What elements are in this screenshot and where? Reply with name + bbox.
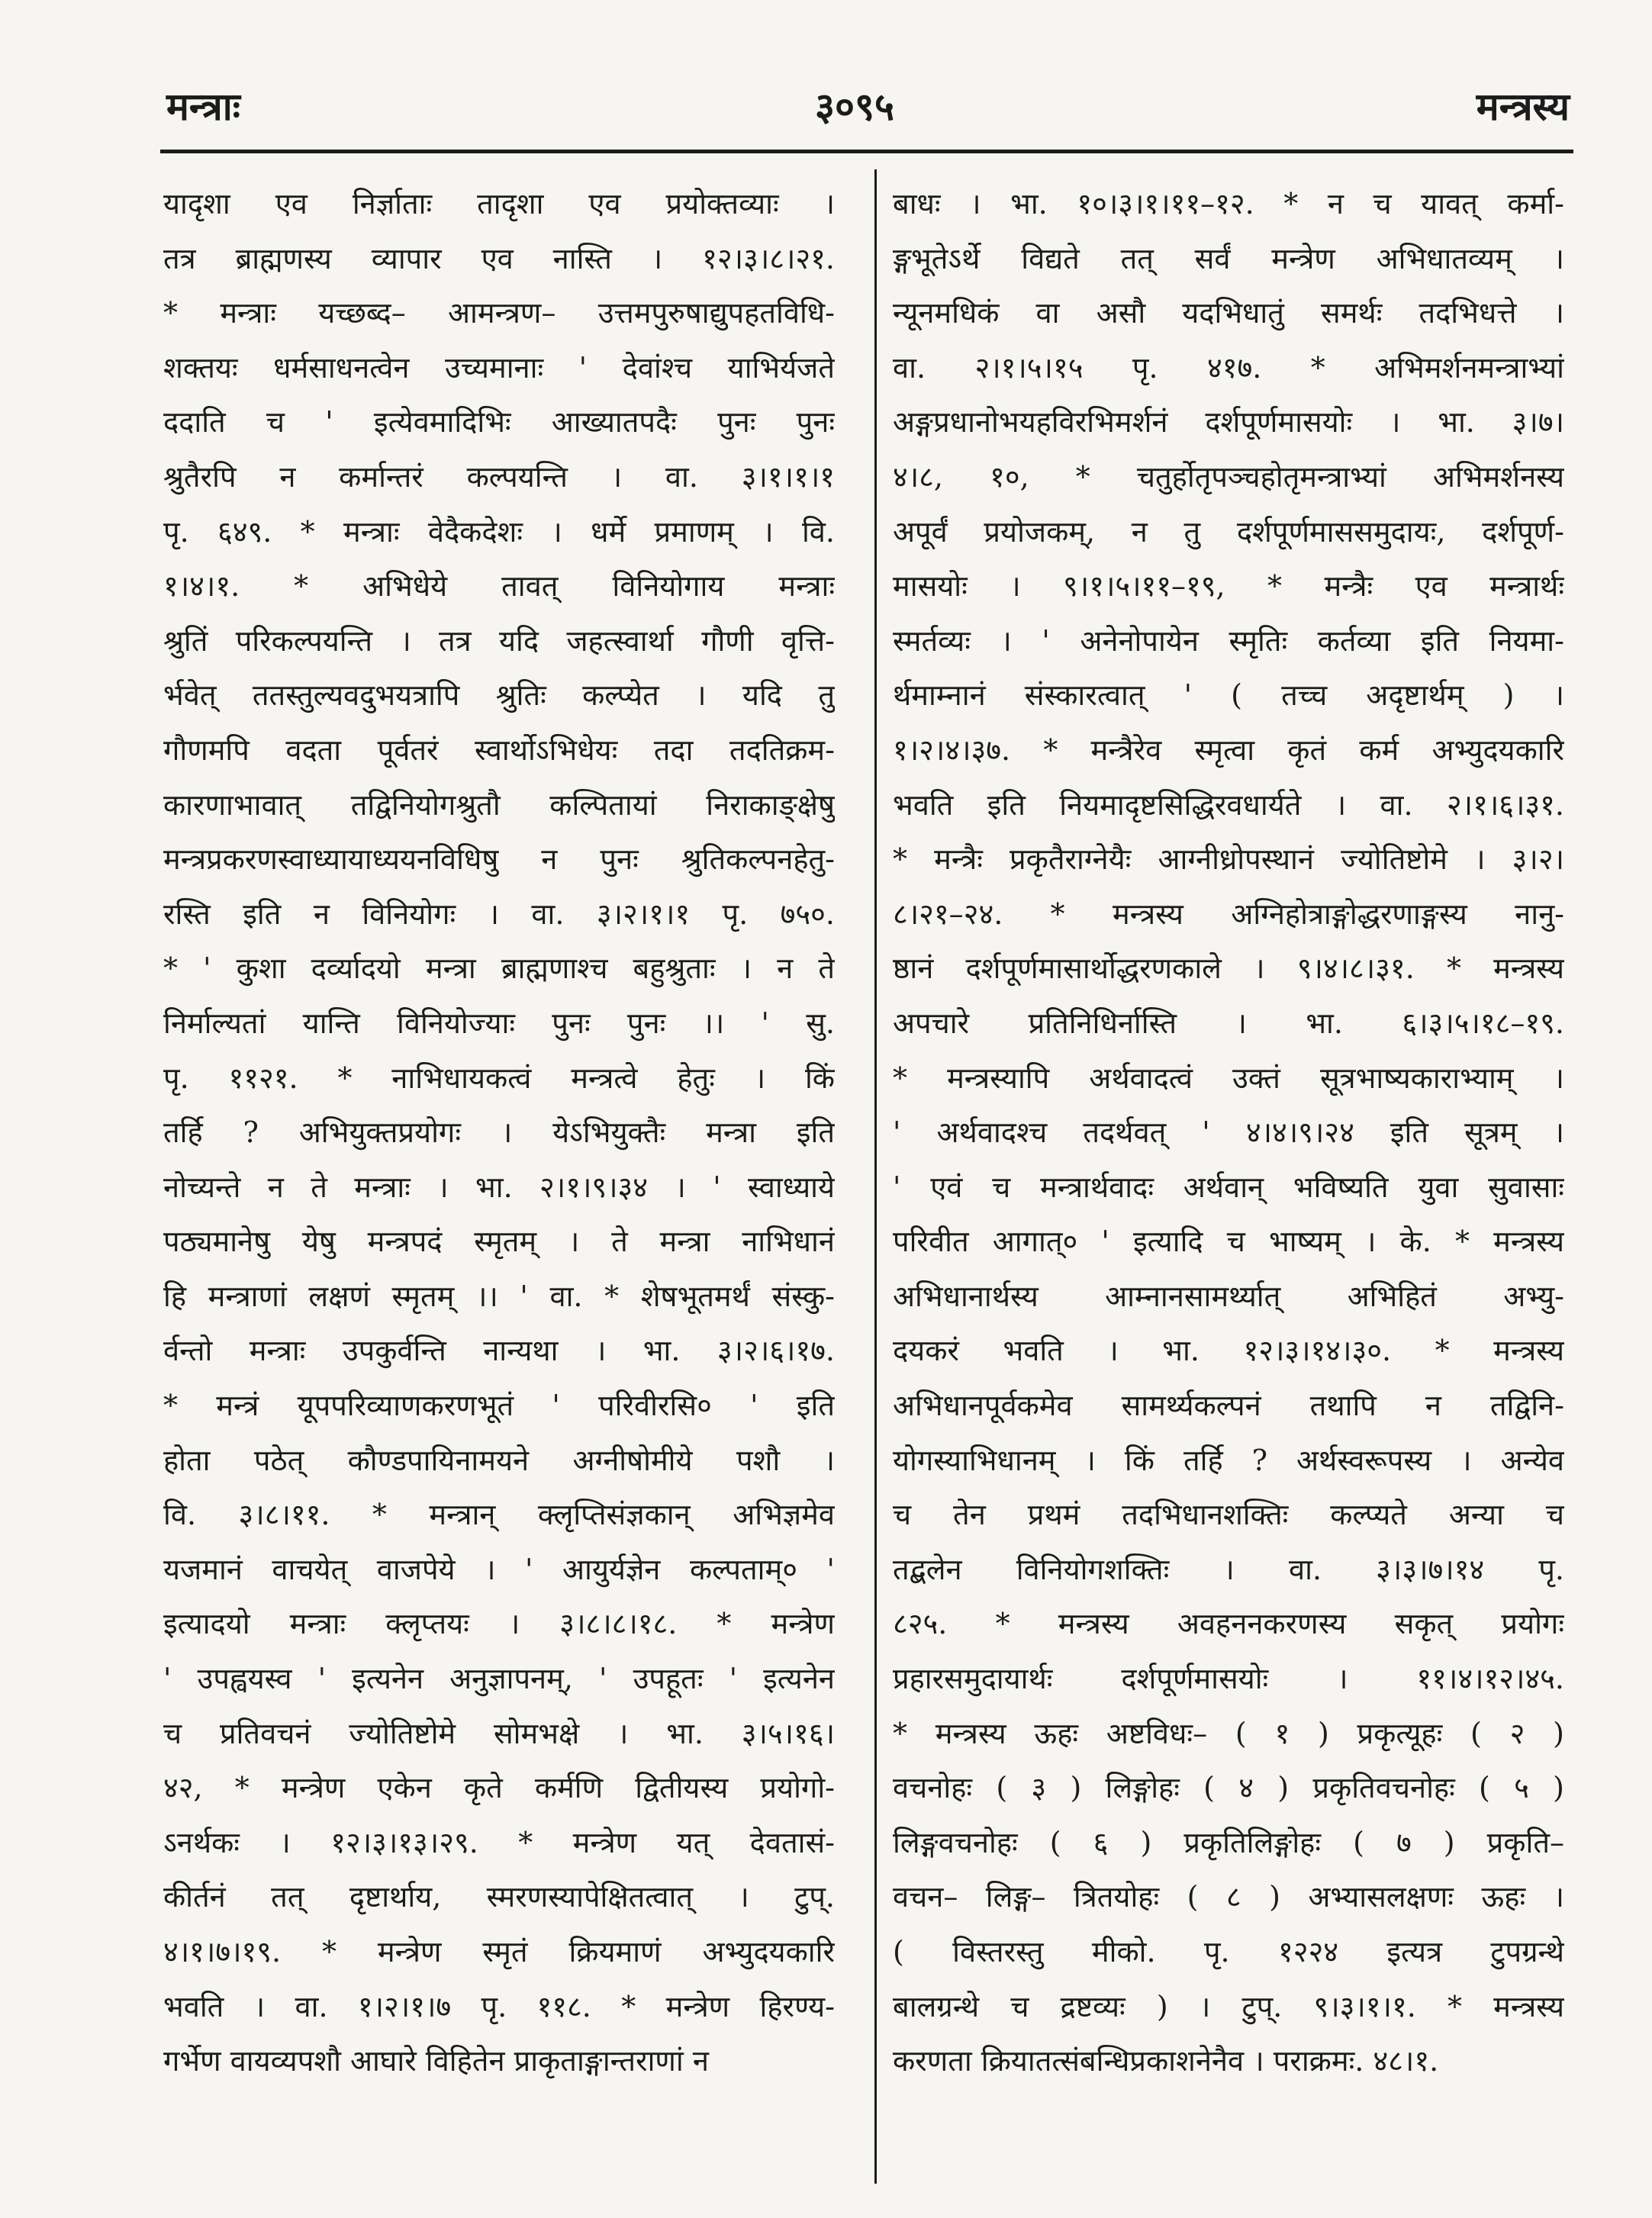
right-column-line: ( विस्तरस्तु मीको. पृ. १२२४ इत्यत्र टुपग्रन्थे — [893, 1935, 1564, 1969]
right-column-line: ङ्गभूतेऽर्थे विद्यते तत् सर्वं मन्त्रेण अभिधातव्यम् । — [893, 241, 1564, 275]
right-column-line: ४।८, १०, * चतुर्होतृपञ्चहोतृमन्त्राभ्यां अभिमर्शनस्य — [893, 459, 1564, 494]
left-column-line: श्रुतिं परिकल्पयन्ति । तत्र यदि जहत्स्वार्था गौणी वृत्ति- — [163, 623, 835, 658]
left-column-line: कीर्तनं तत् दृष्टार्थाय, स्मरणस्यापेक्षितत्वात् । टुप्. — [163, 1880, 835, 1914]
column-divider — [874, 169, 877, 2184]
left-column-line: भवति । वा. १।२।१।७ पृ. ११८. * मन्त्रेण हिरण्य- — [163, 1989, 835, 2023]
right-column-line: तद्बलेन विनियोगशक्तिः । वा. ३।३।७।१४ पृ. — [893, 1552, 1564, 1586]
left-column — [163, 177, 835, 2089]
right-column-line: * मन्त्रस्यापि अर्थवादत्वं उक्तं सूत्रभाष्यकाराभ्याम् । — [893, 1061, 1564, 1095]
left-column-line: तर्हि ? अभियुक्तप्रयोगः । येऽभियुक्तैः मन्त्रा इति — [163, 1115, 835, 1150]
right-column-line: दयकरं भवति । भा. १२।३।१४।३०. * मन्त्रस्य — [893, 1334, 1564, 1368]
right-column-line: १।२।४।३७. * मन्त्रैरेव स्मृत्वा कृतं कर्म अभ्युदयकारि — [893, 732, 1564, 767]
right-column-line: स्मर्तव्यः । ' अनेनोपायेन स्मृतिः कर्तव्या इति नियमा- — [893, 623, 1564, 658]
left-column-line: * ' कुशा दर्व्यादयो मन्त्रा ब्राह्मणाश्च बहुश्रुताः । न ते — [163, 951, 835, 986]
right-column-line: प्रहारसमुदायार्थः दर्शपूर्णमासयोः । ११।४।१२।४५. — [893, 1662, 1564, 1696]
left-column-line: * मन्त्राः यच्छब्द– आमन्त्रण– उत्तमपुरुषाद्युपहतविधि- — [163, 296, 835, 330]
left-column-line: इत्यादयो मन्त्राः क्लृप्तयः । ३।८।८।१८. * मन्त्रेण — [163, 1607, 835, 1641]
left-column-line: ऽनर्थकः । १२।३।१३।२९. * मन्त्रेण यत् देवतासं- — [163, 1825, 835, 1859]
left-column-line: पठ्यमानेषु येषु मन्त्रपदं स्मृतम् । ते मन्त्रा नाभिधानं — [163, 1225, 835, 1259]
left-column-line: होता पठेत् कौण्डपायिनामयने अग्नीषोमीये पशौ । — [163, 1443, 835, 1477]
left-column-line: ' उपह्वयस्व ' इत्यनेन अनुज्ञापनम्, ' उपहूतः ' इत्यनेन — [163, 1662, 835, 1696]
right-column-line: अङ्गप्रधानोभयहविरभिमर्शनं दर्शपूर्णमासयोः । भा. ३।७। — [893, 405, 1564, 439]
left-column-line: हि मन्त्राणां लक्षणं स्मृतम् ।। ' वा. * शेषभूतमर्थं संस्कु- — [163, 1279, 835, 1313]
right-column-line: वचन– लिङ्ग– त्रितयोहः ( ८ ) अभ्यासलक्षणः ऊहः । — [893, 1880, 1564, 1914]
left-column-line: वि. ३।८।११. * मन्त्रान् क्लृप्तिसंज्ञकान् अभिज्ञमेव — [163, 1498, 835, 1532]
right-column-line: मासयोः । ९।१।५।११–१९, * मन्त्रैः एव मन्त्रार्थः — [893, 569, 1564, 604]
left-column-line: मन्त्रप्रकरणस्वाध्यायाध्ययनविधिषु न पुनः श्रुतिकल्पनहेतु- — [163, 842, 835, 877]
right-column-line: अपूर्वं प्रयोजकम्, न तु दर्शपूर्णमाससमुदायः, दर्शपूर्ण- — [893, 514, 1564, 549]
left-column-line: यादृशा एव निर्ज्ञाताः तादृशा एव प्रयोक्तव्याः । — [163, 187, 835, 221]
left-column-line: कारणाभावात् तद्विनियोगश्रुतौ कल्पितायां निराकाङ्क्षेषु — [163, 787, 835, 822]
right-column-line: लिङ्गवचनोहः ( ६ ) प्रकृतिलिङ्गोहः ( ७ ) प्रकृति– — [893, 1825, 1564, 1859]
right-column-line: अपचारे प्रतिनिधिर्नास्ति । भा. ६।३।५।१८–१९. — [893, 1006, 1564, 1040]
header-rule — [160, 150, 1573, 153]
right-column-line: अभिधानपूर्वकमेव सामर्थ्यकल्पनं तथापि न तद्विनि- — [893, 1389, 1564, 1423]
left-column-line: गर्भेण वायव्यपशौ आघारे विहितेन प्राकृताङ्गान्तराणां न — [163, 2044, 709, 2078]
right-column-line: * मन्त्रैः प्रकृतैराग्नेयैः आग्नीध्रोपस्थानं ज्योतिष्टोमे । ३।२। — [893, 842, 1564, 877]
right-column-line: वचनोहः ( ३ ) लिङ्गोहः ( ४ ) प्रकृतिवचनोहः ( ५ ) — [893, 1771, 1564, 1805]
right-column-line: बाधः । भा. १०।३।१।११–१२. * न च यावत् कर्मा- — [893, 187, 1564, 221]
left-column-line: ४।१।७।१९. * मन्त्रेण स्मृतं क्रियमाणं अभ्युदयकारि — [163, 1935, 835, 1969]
right-column-line: र्थमाम्नानं संस्कारत्वात् ' ( तच्च अदृष्टार्थम् ) । — [893, 678, 1564, 713]
right-column-line: योगस्याभिधानम् । किं तर्हि ? अर्थस्वरूपस्य । अन्येव — [893, 1443, 1564, 1477]
right-column — [893, 177, 1564, 2089]
running-head-left: मन्त्राः — [166, 84, 240, 129]
right-column-line: करणता क्रियातत्संबन्धिप्रकाशनेनैव । पराक्रमः. ४८।१. — [893, 2044, 1439, 2078]
right-column-line: * मन्त्रस्य ऊहः अष्टविधः– ( १ ) प्रकृत्यूहः ( २ ) — [893, 1716, 1564, 1750]
right-column-line: ' अर्थवादश्च तदर्थवत् ' ४।४।९।२४ इति सूत्रम् । — [893, 1115, 1564, 1150]
left-column-line: र्भवेत् ततस्तुल्यवदुभयत्रापि श्रुतिः कल्प्येत । यदि तु — [163, 678, 835, 713]
left-column-line: तत्र ब्राह्मणस्य व्यापार एव नास्ति । १२।३।८।२१. — [163, 241, 835, 275]
left-column-line: र्वन्तो मन्त्राः उपकुर्वन्ति नान्यथा । भा. ३।२।६।१७. — [163, 1334, 835, 1368]
left-column-line: ४२, * मन्त्रेण एकेन कृते कर्मणि द्वितीयस्य प्रयोगो- — [163, 1771, 835, 1805]
left-column-line: * मन्त्रं यूपपरिव्याणकरणभूतं ' परिवीरसि० ' इति — [163, 1389, 835, 1423]
right-column-line: ष्ठानं दर्शपूर्णमासार्थोद्धरणकाले । ९।४।८।३१. * मन्त्रस्य — [893, 951, 1564, 986]
right-column-line: ' एवं च मन्त्रार्थवादः अर्थवान् भविष्यति युवा सुवासाः — [893, 1170, 1564, 1204]
left-column-line: १।४।१. * अभिधेये तावत् विनियोगाय मन्त्राः — [163, 569, 835, 604]
right-column-line: न्यूनमधिकं वा असौ यदभिधातुं समर्थः तदभिधत्ते । — [893, 296, 1564, 330]
right-column-line: ८।२१–२४. * मन्त्रस्य अग्निहोत्राङ्गोद्धरणाङ्गस्य नानु- — [893, 897, 1564, 931]
right-column-line: भवति इति नियमादृष्टसिद्धिरवधार्यते । वा. २।१।६।३१. — [893, 787, 1564, 822]
right-column-line: ८२५. * मन्त्रस्य अवहननकरणस्य सकृत् प्रयोगः — [893, 1607, 1564, 1641]
running-head-right: मन्त्रस्य — [1476, 84, 1570, 129]
left-column-line: यजमानं वाचयेत् वाजपेये । ' आयुर्यज्ञेन कल्पताम्० ' — [163, 1552, 835, 1586]
left-column-line: नोच्यन्ते न ते मन्त्राः । भा. २।१।९।३४ । ' स्वाध्याये — [163, 1170, 835, 1204]
right-column-line: वा. २।१।५।१५ पृ. ४१७. * अभिमर्शनमन्त्राभ्यां — [893, 350, 1564, 385]
right-column-line: च तेन प्रथमं तदभिधानशक्तिः कल्प्यते अन्या च — [893, 1498, 1564, 1532]
right-column-line: बालग्रन्थे च द्रष्टव्यः ) । टुप्. ९।३।१।१. * मन्त्रस्य — [893, 1989, 1564, 2023]
left-column-line: रस्ति इति न विनियोगः । वा. ३।२।१।१ पृ. ७५०. — [163, 897, 835, 931]
left-column-line: निर्माल्यतां यान्ति विनियोज्याः पुनः पुनः ।। ' सु. — [163, 1006, 835, 1040]
left-column-line: पृ. ११२१. * नाभिधायकत्वं मन्त्रत्वे हेतुः । किं — [163, 1061, 835, 1095]
left-column-line: श्रुतैरपि न कर्मान्तरं कल्पयन्ति । वा. ३।१।१।१ — [163, 459, 835, 494]
right-column-line: अभिधानार्थस्य आम्नानसामर्थ्यात् अभिहितं अभ्यु- — [893, 1279, 1564, 1313]
page-number: ३०९५ — [815, 84, 894, 129]
left-column-line: च प्रतिवचनं ज्योतिष्टोमे सोमभक्षे । भा. ३।५।१६। — [163, 1716, 835, 1750]
left-column-line: पृ. ६४९. * मन्त्राः वेदैकदेशः । धर्मे प्रमाणम् । वि. — [163, 514, 835, 549]
left-column-line: गौणमपि वदता पूर्वतरं स्वार्थोऽभिधेयः तदा तदतिक्रम- — [163, 732, 835, 767]
left-column-line: ददाति च ' इत्येवमादिभिः आख्यातपदैः पुनः पुनः — [163, 405, 835, 439]
right-column-line: परिवीत आगात्० ' इत्यादि च भाष्यम् । के. * मन्त्रस्य — [893, 1225, 1564, 1259]
left-column-line: शक्तयः धर्मसाधनत्वेन उच्यमानाः ' देवांश्च याभिर्यजते — [163, 350, 835, 385]
